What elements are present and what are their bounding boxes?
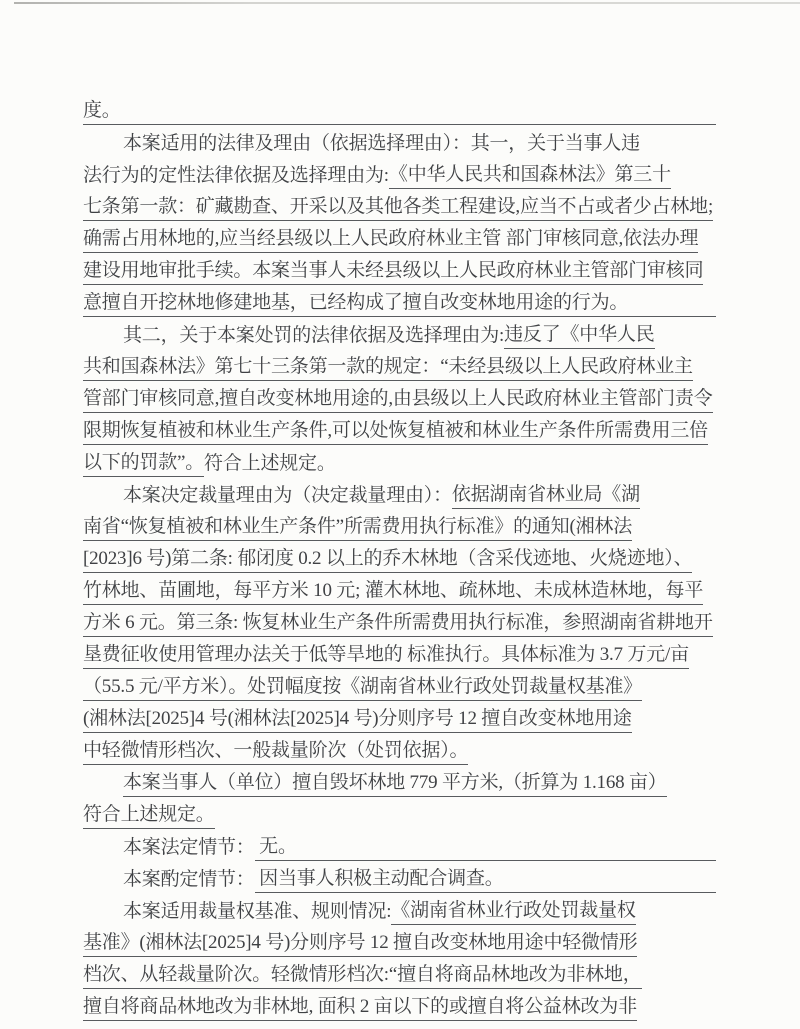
plain-text: 符合上述规定。 [204, 453, 336, 474]
plain-text: 本案适用裁量权基准、规则情况: [123, 901, 392, 922]
text-line [83, 157, 716, 189]
text-line [83, 637, 716, 669]
text-line [83, 477, 716, 509]
text-line [83, 573, 716, 605]
text-line [83, 285, 716, 317]
text-line [83, 669, 716, 701]
text-line [83, 765, 716, 797]
underlined-text: （55.5 元/平方米）。处罚幅度按《湖南省林业行政处罚裁量权基准》 [83, 673, 642, 701]
scan-edge-artifact [14, 2, 800, 4]
paragraph-indent [83, 898, 123, 925]
underlined-text: 擅自将商品林地改为非林地, 面积 2 亩以下的或擅自将公益林改为非 [83, 993, 637, 1021]
underlined-text: 基准》(湘林法[2025]4 号)分则序号 12 擅自改变林地用途中轻微情形 [83, 929, 637, 957]
document-text-block [83, 93, 716, 1021]
text-line [83, 445, 716, 477]
paragraph-indent [83, 130, 123, 157]
text-line [83, 893, 716, 925]
underlined-text: 以下的罚款”。 [83, 449, 204, 477]
text-line [83, 605, 716, 637]
underlined-text: 管部门审核同意,擅自改变林地用途的,由县级以上人民政府林业主管部门责令 [83, 385, 713, 413]
text-line [83, 989, 716, 1021]
underlined-text: 依据湖南省林业局《湖 [452, 481, 640, 509]
text-line [83, 957, 716, 989]
text-line [83, 925, 716, 957]
underlined-text: [2023]6 号)第二条: 郁闭度 0.2 以上的乔木林地（含采伐迹地、火烧迹地）、 [83, 545, 692, 573]
text-line [83, 509, 716, 541]
text-line [83, 413, 716, 445]
text-line [83, 189, 716, 221]
paragraph-indent [83, 482, 123, 509]
text-line [83, 797, 716, 829]
plain-text: 本案决定裁量理由为（决定裁量理由）： [123, 485, 452, 506]
underlined-text: 《湖南省林业行政处罚裁量权 [391, 897, 635, 925]
underlined-text: 符合上述规定。 [83, 801, 215, 829]
underlined-text: 档次、从轻裁量阶次。轻微情形档次:“擅自将商品林地改为非林地， [83, 961, 642, 989]
text-line [83, 733, 716, 765]
underlined-text: 本案当事人（单位）擅自毁坏林地 779 平方米,（折算为 1.168 亩） [123, 769, 667, 797]
plain-text: 本案法定情节： [123, 837, 255, 858]
underlined-text: 因当事人积极主动配合调查。 [255, 865, 716, 893]
text-line [83, 221, 716, 253]
text-line [83, 253, 716, 285]
plain-text: 法行为的定性法律依据及选择理由为: [83, 165, 389, 186]
underlined-text [628, 289, 716, 317]
plain-text: 本案适用的法律及理由（依据选择理由）：其一，关于当事人违 [123, 133, 640, 154]
underlined-text: 中轻微情形档次、一般裁量阶次（处罚依据）。 [83, 737, 468, 765]
underlined-text: 垦费征收使用管理办法关于低等旱地的 标准执行。具体标准为 3.7 万元/亩 [83, 641, 689, 669]
underlined-text: 七条第一款：矿藏勘查、开采以及其他各类工程建设,应当不占或者少占林地; [83, 193, 713, 221]
plain-text: 本案酌定情节： [123, 869, 255, 890]
text-line [83, 93, 716, 125]
text-line [83, 861, 716, 893]
underlined-text: 确需占用林地的,应当经县级以上人民政府林业主管 部门审核同意,依法办理 [83, 225, 698, 253]
text-line [83, 541, 716, 573]
underlined-text: 度。 [83, 97, 716, 125]
underlined-text: 共和国森林法》第七十三条第一款的规定：“未经县级以上人民政府林业主 [83, 353, 693, 381]
text-line [83, 381, 716, 413]
paragraph-indent [83, 866, 123, 893]
underlined-text: 违反了《中华人民 [504, 321, 654, 349]
paragraph-indent [83, 770, 123, 797]
underlined-text: 建设用地审批手续。本案当事人未经县级以上人民政府林业主管部门审核同 [83, 257, 703, 285]
paragraph-indent [83, 322, 123, 349]
underlined-text: 竹林地、苗圃地，每平方米 10 元; 灌木林地、疏林地、未成林造林地，每平 [83, 577, 703, 605]
underlined-text: 《中华人民共和国森林法》第三十 [389, 161, 671, 189]
underlined-text: 南省“恢复植被和林业生产条件”所需费用执行标准》的通知(湘林法 [83, 513, 632, 541]
text-line [83, 125, 716, 157]
plain-text: 其二，关于本案处罚的法律依据及选择理由为: [123, 325, 505, 346]
text-line [83, 701, 716, 733]
underlined-text: 无。 [255, 833, 716, 861]
paragraph-indent [83, 834, 123, 861]
underlined-text: (湘林法[2025]4 号(湘林法[2025]4 号)分则序号 12 擅自改变林地用途 [83, 705, 632, 733]
underlined-text: 方米 6 元。第三条: 恢复林业生产条件所需费用执行标准，参照湖南省耕地开 [83, 609, 713, 637]
text-line [83, 349, 716, 381]
underlined-text: 意擅自开挖林地修建地基，已经构成了擅自改变林地用途的行为。 [83, 289, 628, 317]
text-line [83, 317, 716, 349]
text-line [83, 829, 716, 861]
underlined-text: 限期恢复植被和林业生产条件,可以处恢复植被和林业生产条件所需费用三倍 [83, 417, 708, 445]
